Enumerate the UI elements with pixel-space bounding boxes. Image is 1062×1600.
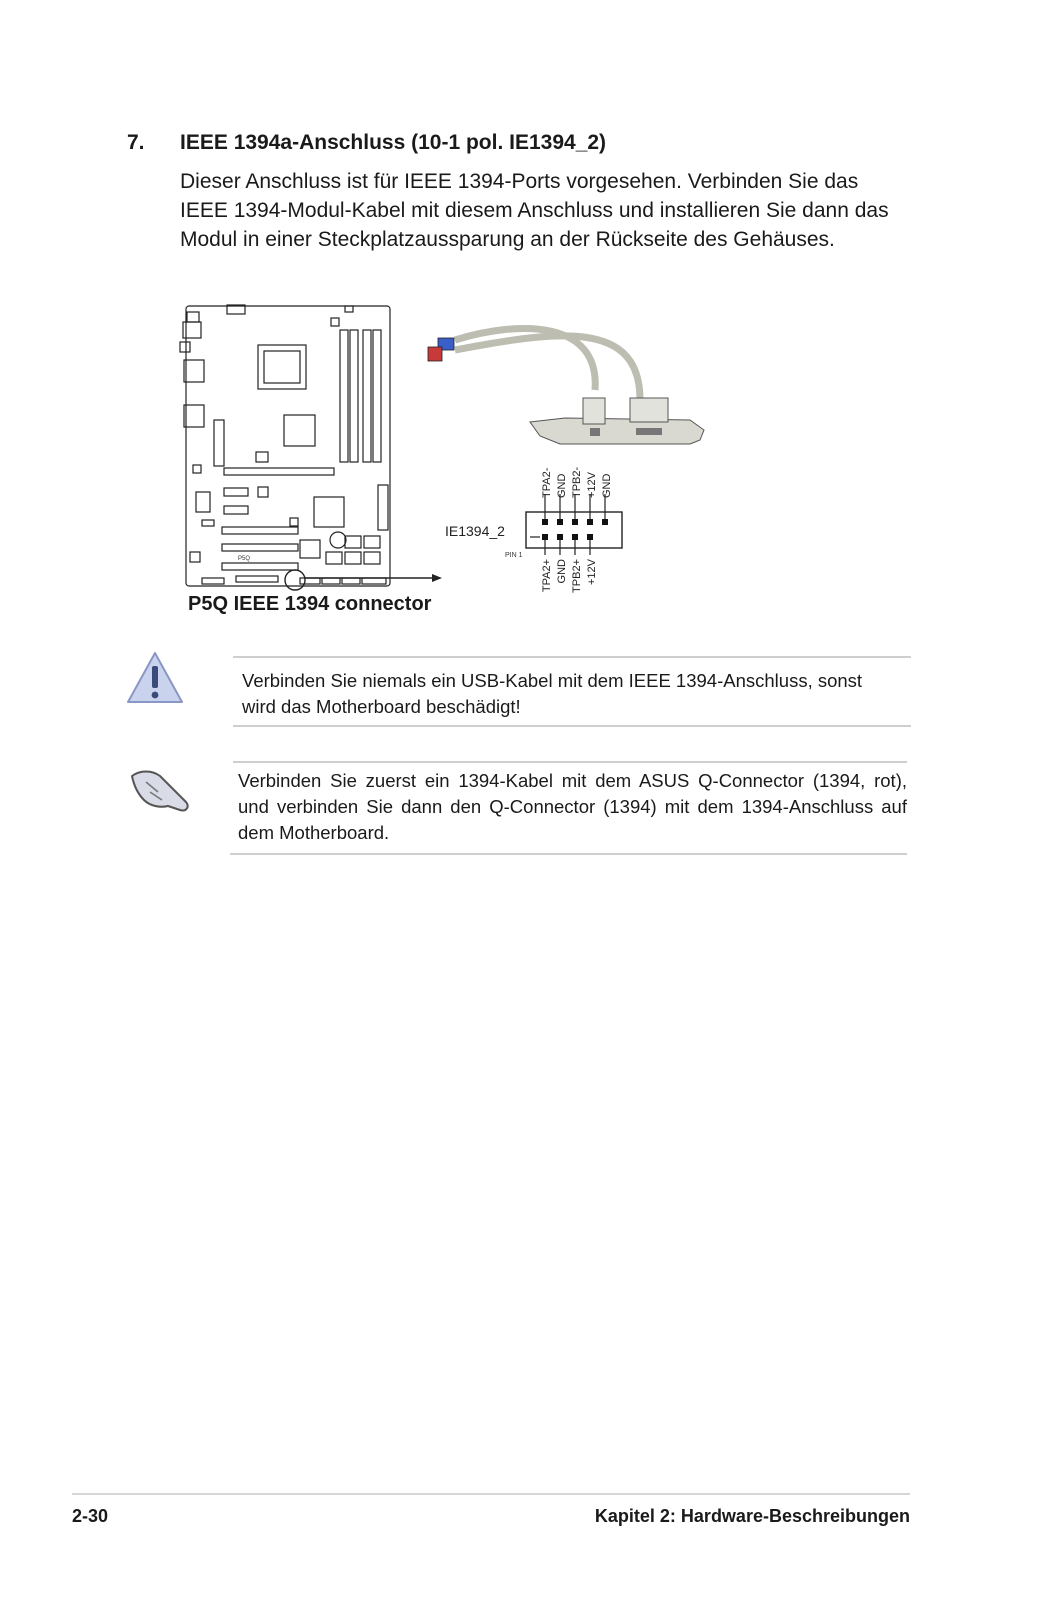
pin-label-bottom: TPB2+ [571, 559, 583, 593]
note-line: und verbinden Sie dann den Q-Connector (1394) mit dem 1394-Anschluss auf [238, 796, 907, 817]
pin-label-top: +12V [586, 472, 598, 498]
note-top-rule [233, 761, 907, 763]
pin-label-top: TPA2- [541, 467, 553, 498]
pin-label-bottom: TPA2+ [541, 559, 553, 593]
connector-figure [0, 0, 1062, 640]
footer-rule [72, 1493, 910, 1495]
pin-label-bottom: +12V [586, 559, 598, 585]
body-line: IEEE 1394-Modul-Kabel mit diesem Anschluss und installieren Sie dann das [180, 199, 889, 222]
ieee1394-cable-bracket [428, 328, 704, 444]
pointer-arrow [305, 574, 442, 582]
warning-triangle-icon [126, 650, 186, 706]
pin1-label: PIN 1 [505, 552, 523, 559]
ie1394-header [526, 494, 622, 555]
note-line: Verbinden Sie zuerst ein 1394-Kabel mit dem ASUS Q-Connector (1394, rot), [238, 770, 907, 791]
page-number: 2-30 [72, 1506, 109, 1526]
board-label: P5Q [238, 556, 251, 562]
pin-label-top: GND [601, 473, 613, 498]
pin-label-top: GND [556, 473, 568, 498]
motherboard-diagram [180, 305, 390, 590]
warning-line: Verbinden Sie niemals ein USB-Kabel mit dem IEEE 1394-Anschluss, sonst [242, 670, 863, 691]
pin-label-bottom: GND [556, 559, 568, 584]
note-bottom-rule [230, 853, 907, 855]
note-line: dem Motherboard. [238, 822, 390, 843]
figure-caption: P5Q IEEE 1394 connector [188, 593, 432, 615]
warning-top-rule [233, 656, 911, 658]
note-text [238, 768, 907, 846]
body-line: Dieser Anschluss ist für IEEE 1394-Ports vorgesehen. Verbinden Sie das [180, 170, 859, 193]
pointing-hand-icon [128, 762, 194, 814]
connector-name: IE1394_2 [445, 523, 505, 539]
warning-text [242, 668, 910, 720]
chapter-title: Kapitel 2: Hardware-Beschreibungen [594, 1506, 910, 1526]
body-line: Modul in einer Steckplatzaussparung an der Rückseite des Gehäuses. [180, 228, 835, 251]
warning-bottom-rule [233, 725, 911, 727]
section-title: IEEE 1394a-Anschluss (10-1 pol. IE1394_2) [180, 131, 607, 154]
section-number: 7. [127, 131, 145, 154]
pin-label-top: TPB2- [571, 466, 583, 498]
warning-line: wird das Motherboard beschädigt! [242, 696, 521, 717]
